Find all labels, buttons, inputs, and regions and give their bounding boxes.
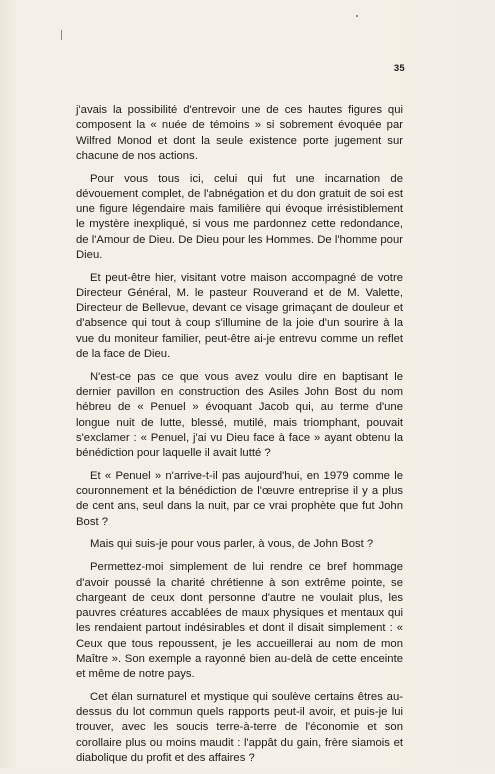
paragraph: Permettez-moi simplement de lui rendre ce bref hommage d'avoir poussé la charité chrétienne à son extrême pointe, se chargeant de ceux dont personne d'autre ne voulait plus, les pauvres créatures accablées de maux physiques et mentaux qui les rendaient partout indésirables et dont il disait simplement : « Ceux que tous repoussent, je les accueillerai au nom de mon Maître ». Son exemple a rayonné bien au-delà de cette enceinte et même de notre pays. [76,561,403,681]
paragraph: Et peut-être hier, visitant votre maison accompagné de votre Directeur Général, M. le pasteur Rouverand et de M. Valette, Directeur de Bellevue, devant ce visage grimaçant de douleur et d'absence qui tout à coup s'illumine de la joie d'un sourire à la vue du moniteur familier, peut-être ai-je entrevu comme un reflet de la face de Dieu. [76,271,403,360]
paragraph: Et « Penuel » n'arrive-t-il pas aujourd'hui, en 1979 comme le couronnement et la bénédiction de l'œuvre entreprise il y a plus de cent ans, seul dans la nuit, par ce vrai prophète que fut John Bost ? [76,469,403,528]
margin-mark [61,30,62,40]
paragraph: N'est-ce pas ce que vous avez voulu dire en baptisant le dernier pavillon en construction des Asiles John Bost du nom hébreu de « Penuel » évoquant Jacob qui, au terme d'une longue nuit de lutte, blessé, mutilé, mais triomphant, pouvait s'exclamer : « Penuel, j'ai vu Dieu face à face » ayant obtenu la bénédiction pour laquelle il avait lutté ? [76,370,403,460]
body-text [76,103,403,774]
paragraph: Cet élan surnaturel et mystique qui soulève certains êtres au-dessus du lot commun quels rapports peut-il avoir, et puis-je lui trouver, avec les soucis terre-à-terre de l'économie et son corollaire plus ou moins maudit : l'appât du gain, frère siamois et diabolique du profit et des affaires ? [76,690,403,764]
paragraph: Pour vous tous ici, celui qui fut une incarnation de dévouement complet, de l'abnégation et du don gratuit de soi est une figure légendaire mais familière qui évoque irrésistiblement le mystère inexpliqué, si vous me pardonnez cette redondance, de l'Amour de Dieu. De Dieu pour les Hommes. De l'homme pour Dieu. [76,172,403,261]
margin-mark [356,15,358,17]
paragraph: j'avais la possibilité d'entrevoir une de ces hautes figures qui composent la « nuée de témoins » si sobrement évoquée par Wilfred Monod et dont la seule existence porte jugement sur chacune de nos actions. [76,104,403,162]
page-number: 35 [393,63,405,74]
paragraph: Mais qui suis-je pour vous parler, à vous, de John Bost ? [90,538,374,551]
